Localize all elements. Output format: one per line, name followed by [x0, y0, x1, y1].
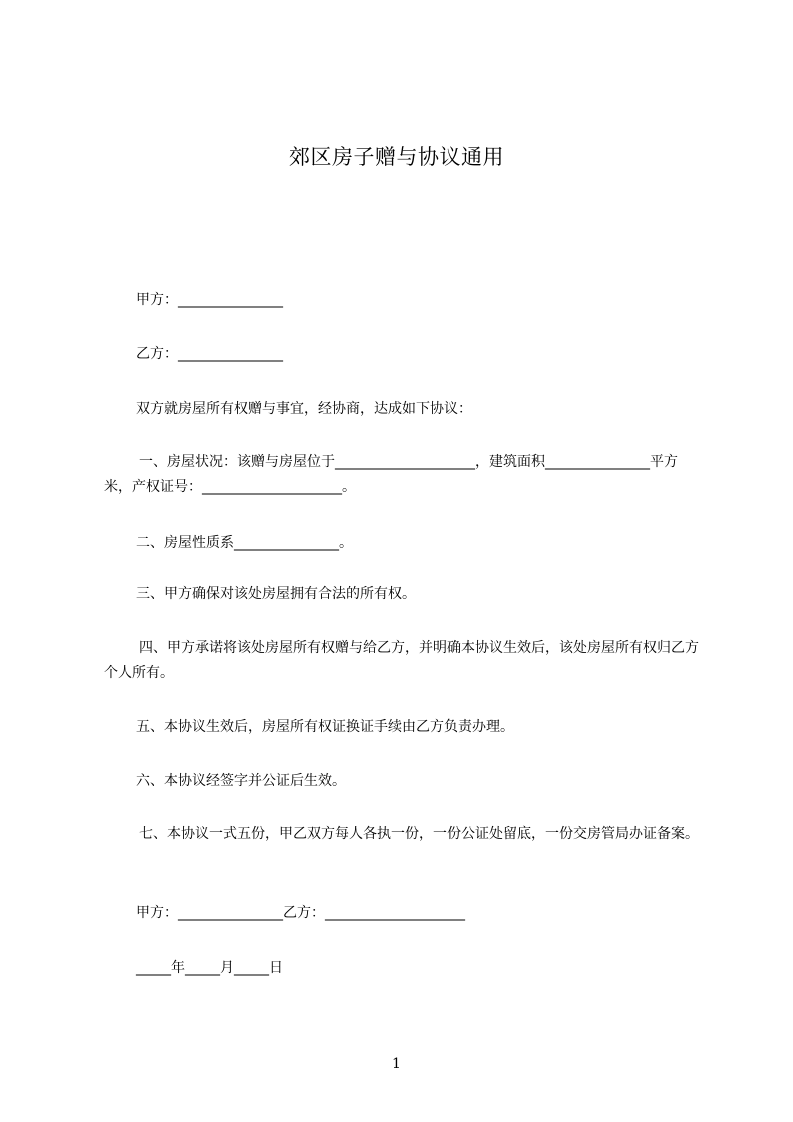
clause-3: 三、甲方确保对该处房屋拥有合法的所有权。 [136, 586, 416, 602]
clause-4: 四、甲方承诺将该处房屋所有权赠与给乙方，并明确本协议生效后，该处房屋所有权归乙方个人所有。 [104, 640, 699, 681]
page-number: 1 [392, 1056, 401, 1072]
clause-7: 七、本协议一式五份，甲乙双方每人各执一份，一份公证处留底，一份交房管局办证备案。 [139, 826, 699, 842]
clause-6: 六、本协议经签字并公证后生效。 [136, 773, 346, 789]
clause-5: 五、本协议生效后，房屋所有权证换证手续由乙方负责办理。 [136, 719, 514, 735]
party-b-line: 乙方：_______________ [136, 346, 283, 362]
signature-line: 甲方：_______________乙方：____________________ [136, 905, 465, 921]
party-a-line: 甲方：_______________ [136, 292, 283, 308]
clause-1: 一、房屋状况：该赠与房屋位于____________________，建筑面积_______________平方米，产权证号：____________________。 [104, 454, 678, 495]
clause-2: 二、房屋性质系_______________。 [136, 535, 353, 551]
date-line: _____年_____月_____日 [136, 960, 283, 976]
document-title: 郊区房子赠与协议通用 [289, 145, 504, 169]
agreement-intro: 双方就房屋所有权赠与事宜，经协商，达成如下协议： [136, 401, 472, 417]
